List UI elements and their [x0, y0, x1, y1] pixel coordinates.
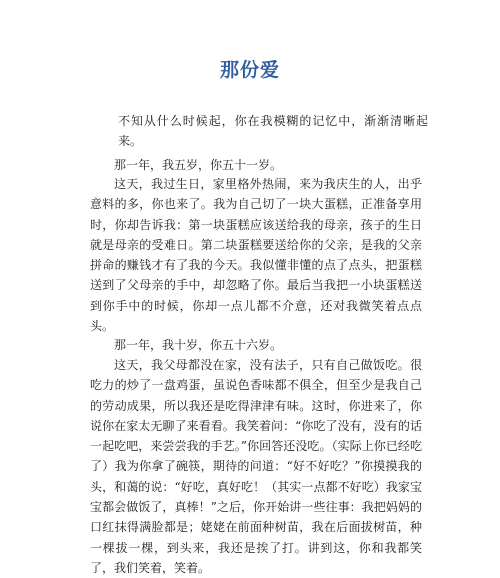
- section-heading-age-five: 那一年，我五岁，你五十一岁。: [114, 158, 283, 172]
- section-heading-age-ten: 那一年，我十岁，你五十六岁。: [114, 338, 283, 352]
- birthday-paragraph: 这天，我过生日，家里格外热闹，来为我庆生的人，出乎意料的多，你也来了。我为自己切了一块大蛋糕，正准备享用时，你却告诉我：第一块蛋糕应该送给我的母亲，孩子的生日就是母亲的受难日。第二块蛋糕要送给你的父亲，是我的父亲拼命的赚钱才有了我的今天。我似懂非懂的点了点头，把蛋糕送到了父母亲的手中，却忽略了你。最后当我把一小块蛋糕送到你手中的时候，你却一点儿都不介意，还对我微笑着点点头。: [90, 177, 422, 334]
- cooking-paragraph: 这天，我父母都没在家，没有法子，只有自己做饭吃。很吃力的炒了一盘鸡蛋，虽说色香味都不俱全，但至少是我自己的劳动成果，所以我还是吃得津津有味。这时，你进来了，你说你在家太无聊了来看看。我笑着问：“你吃了没有，没有的话一起吃吧，来尝尝我的手艺。”你回答还没吃。（实际上你已经吃了）我为你拿了碗筷，期待的问道：“好不好吃？”你摸摸我的头，和蔼的说：“好吃，真好吃！（其实一点都不好吃）我家宝宝都会做饭了，真棒！”之后，你开始讲一些往事：我把妈妈的口红抹得满脸都是；姥姥在前面种树苗，我在后面拔树苗，种一棵拔一棵，到头来，我还是挨了打。讲到这，你和我都笑了，我们笑着，笑着。: [90, 358, 422, 575]
- intro-paragraph: 不知从什么时候起，你在我模糊的记忆中，渐渐清晰起来。: [118, 114, 428, 149]
- page-title: 那份爱: [219, 59, 280, 81]
